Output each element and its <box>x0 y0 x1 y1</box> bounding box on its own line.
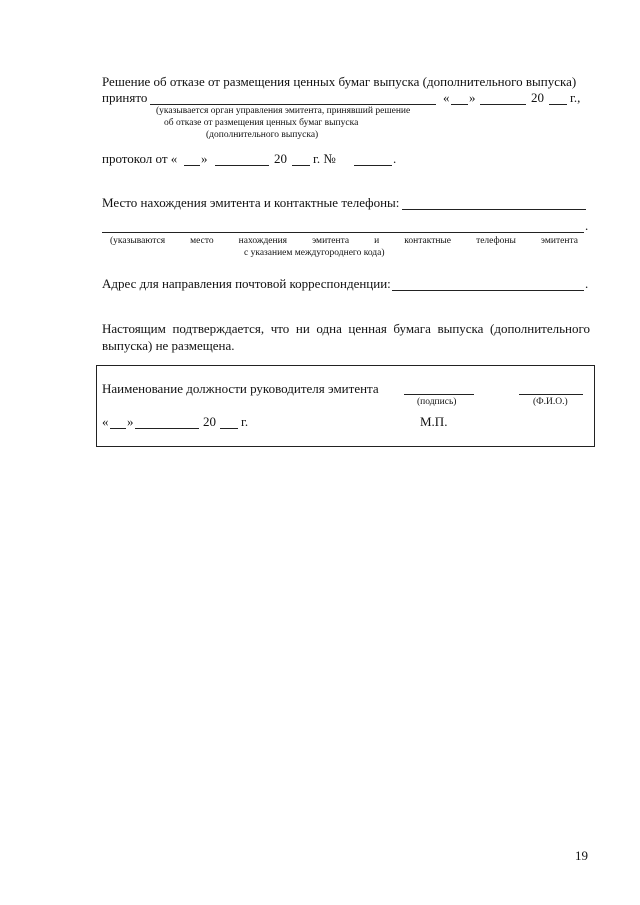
decision-year-suffix: г., <box>570 90 581 105</box>
stamp-label: М.П. <box>420 414 448 429</box>
protocol-year-prefix: 20 <box>274 151 287 166</box>
location-note-word: (указываются <box>110 236 166 246</box>
location-field-2[interactable] <box>102 232 584 233</box>
name-caption: (Ф.И.О.) <box>533 397 568 407</box>
location-note-word: эмитента <box>540 236 578 246</box>
confirmation-text: Настоящим подтверждается, что ни одна ценная бумага выпуска (дополнительного выпуска) не размещена. <box>102 321 590 353</box>
location-note-word: телефоны <box>476 236 516 246</box>
protocol-prefix: протокол от « <box>102 151 178 166</box>
decision-line1: Решение об отказе от размещения ценных бумаг выпуска (дополнительного выпуска) <box>102 74 577 89</box>
protocol-year-suffix: г. № <box>313 151 336 166</box>
sign-year-suffix: г. <box>241 414 249 429</box>
decision-year-field[interactable] <box>549 104 567 105</box>
protocol-day-close: » <box>201 151 208 166</box>
location-note-line1 <box>110 236 578 246</box>
sign-date-close: » <box>127 414 134 429</box>
signature-caption: (подпись) <box>417 397 457 407</box>
decision-note-line2: об отказе от размещения ценных бумаг выпуска <box>164 118 359 128</box>
decision-year-prefix: 20 <box>531 90 544 105</box>
address-label: Адрес для направления почтовой корреспонденции: <box>102 276 391 291</box>
location-note-word: эмитента <box>312 236 350 246</box>
signature-box <box>96 365 595 447</box>
location-note-word: контактные <box>404 236 452 246</box>
location-label: Место нахождения эмитента и контактные телефоны: <box>102 195 400 210</box>
sign-year-field[interactable] <box>220 428 238 429</box>
decision-day-field[interactable] <box>451 104 468 105</box>
name-field[interactable] <box>519 394 583 395</box>
location-field-1[interactable] <box>402 209 586 210</box>
location-end: . <box>585 218 589 233</box>
location-note-word: нахождения <box>238 236 288 246</box>
sign-year-prefix: 20 <box>203 414 216 429</box>
protocol-month-field[interactable] <box>215 165 269 166</box>
decision-month-field[interactable] <box>480 104 526 105</box>
decision-day-close: » <box>469 90 476 105</box>
protocol-end: . <box>393 151 397 166</box>
decision-day-open: « <box>443 90 450 105</box>
signature-field[interactable] <box>404 394 474 395</box>
decision-accepted-label: принято <box>102 90 148 105</box>
location-note-word: и <box>374 236 380 246</box>
protocol-day-field[interactable] <box>184 165 200 166</box>
address-end: . <box>585 276 589 291</box>
sign-date-open: « <box>102 414 109 429</box>
sign-day-field[interactable] <box>110 428 126 429</box>
sign-month-field[interactable] <box>135 428 199 429</box>
protocol-number-field[interactable] <box>354 165 392 166</box>
address-field[interactable] <box>392 290 584 291</box>
protocol-year-field[interactable] <box>292 165 310 166</box>
location-note-line2: с указанием междугороднего кода) <box>244 248 385 258</box>
decision-note-line3: (дополнительного выпуска) <box>206 130 319 140</box>
location-note-word: место <box>190 236 214 246</box>
decision-note-line1: (указывается орган управления эмитента, принявший решение <box>156 106 411 116</box>
decision-body-field[interactable] <box>150 104 436 105</box>
page-number: 19 <box>575 848 588 863</box>
position-label: Наименование должности руководителя эмитента <box>102 381 379 396</box>
